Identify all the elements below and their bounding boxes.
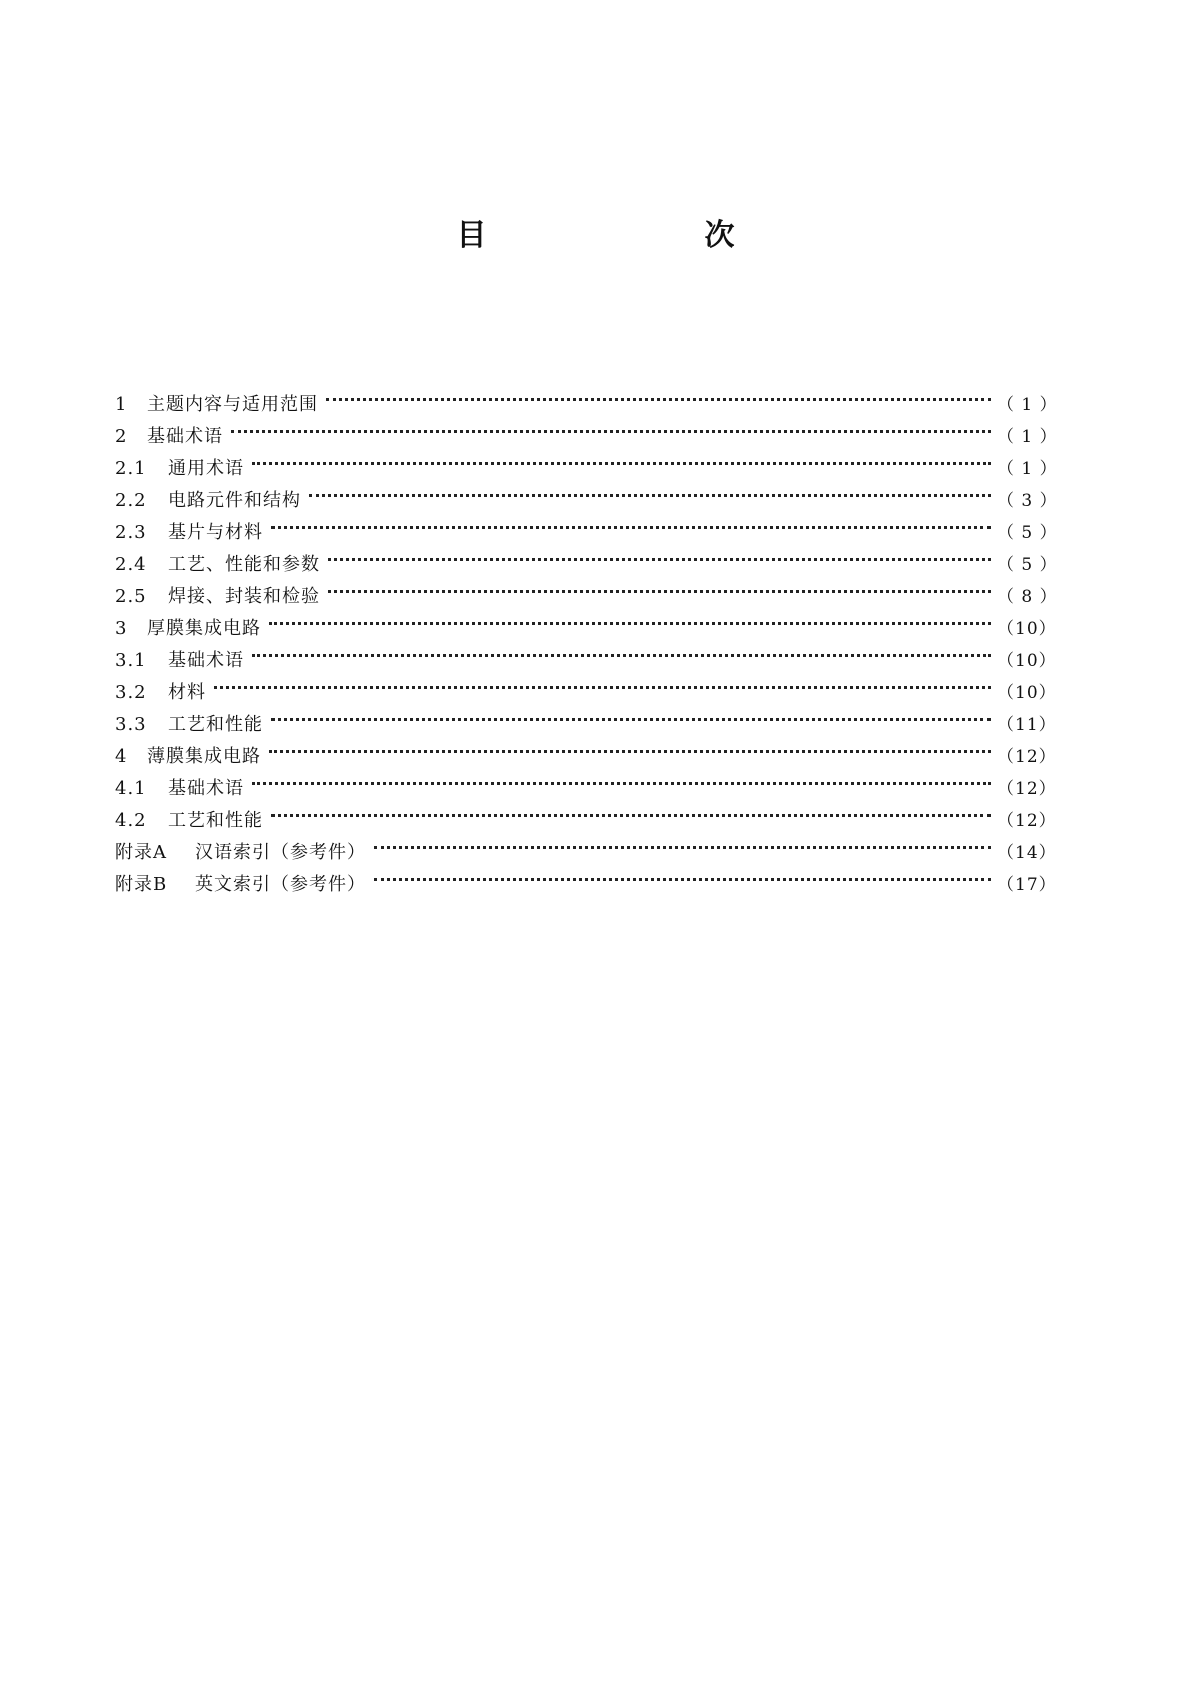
toc-dot-leader — [231, 410, 991, 442]
toc-entry-title: 工艺和性能 — [168, 810, 263, 831]
toc-entry-number: 附录A — [115, 842, 167, 863]
toc-dot-leader — [271, 794, 991, 826]
toc-dot-leader — [214, 666, 991, 698]
toc-entry — [115, 634, 1057, 671]
toc-entry-title: 主题内容与适用范围 — [147, 394, 318, 415]
table-of-contents — [115, 378, 1058, 895]
toc-entry-page: （12） — [997, 747, 1057, 767]
toc-dot-leader — [271, 506, 991, 538]
toc-entry-title: 汉语索引（参考件） — [195, 842, 366, 863]
toc-dot-leader — [374, 858, 991, 890]
toc-dot-leader — [328, 538, 991, 570]
toc-entry-page: （ 1 ） — [997, 395, 1058, 415]
toc-entry-title: 焊接、封装和检验 — [168, 586, 320, 607]
toc-entry-number: 2.1 — [115, 458, 147, 479]
toc-entry — [115, 762, 1057, 799]
toc-dot-leader — [252, 762, 991, 794]
toc-entry-title: 工艺、性能和参数 — [168, 554, 320, 575]
toc-entry — [115, 410, 1058, 447]
toc-entry — [115, 442, 1058, 479]
toc-entry-page: （11） — [997, 715, 1057, 735]
toc-entry-number: 1 — [115, 394, 128, 415]
toc-entry-title: 薄膜集成电路 — [147, 746, 261, 767]
toc-entry-title: 英文索引（参考件） — [195, 874, 366, 895]
toc-entry-page: （12） — [997, 779, 1057, 799]
toc-entry-number: 4.1 — [115, 778, 147, 799]
toc-entry-number: 2.5 — [115, 586, 147, 607]
toc-entry-number: 2.2 — [115, 490, 147, 511]
toc-dot-leader — [269, 730, 991, 762]
toc-entry-page: （12） — [997, 811, 1057, 831]
toc-dot-leader — [271, 698, 991, 730]
toc-entry-title: 通用术语 — [168, 458, 244, 479]
toc-entry-page: （ 1 ） — [997, 459, 1058, 479]
toc-entry-title: 基础术语 — [168, 778, 244, 799]
toc-entry — [115, 474, 1058, 511]
toc-dot-leader — [328, 570, 991, 602]
toc-entry-title: 基础术语 — [168, 650, 244, 671]
toc-dot-leader — [326, 378, 991, 410]
toc-entry-number: 4 — [115, 746, 128, 767]
toc-entry-title: 电路元件和结构 — [168, 490, 301, 511]
toc-dot-leader — [374, 826, 991, 858]
toc-entry-page: （17） — [997, 875, 1057, 895]
toc-dot-leader — [252, 634, 991, 666]
toc-entry-number: 2.3 — [115, 522, 147, 543]
toc-dot-leader — [309, 474, 991, 506]
toc-entry — [115, 698, 1057, 735]
toc-entry-title: 基片与材料 — [168, 522, 263, 543]
toc-entry-number: 3 — [115, 618, 128, 639]
toc-dot-leader — [269, 602, 991, 634]
toc-entry-title: 材料 — [168, 682, 206, 703]
toc-entry-page: （ 8 ） — [997, 587, 1058, 607]
toc-entry-number: 附录B — [115, 874, 168, 895]
toc-entry-page: （ 3 ） — [997, 491, 1058, 511]
page-title: 目 次 — [456, 218, 829, 253]
toc-entry-page: （10） — [997, 651, 1057, 671]
toc-entry-page: （ 5 ） — [997, 523, 1058, 543]
toc-entry-number: 4.2 — [115, 810, 147, 831]
toc-entry-title: 厚膜集成电路 — [147, 618, 261, 639]
toc-entry-page: （ 1 ） — [997, 427, 1058, 447]
toc-entry — [115, 666, 1057, 703]
toc-entry-title: 工艺和性能 — [168, 714, 263, 735]
toc-entry-page: （10） — [997, 683, 1057, 703]
toc-entry — [115, 378, 1058, 415]
toc-dot-leader — [252, 442, 991, 474]
toc-entry-number: 3.2 — [115, 682, 147, 703]
toc-entry-number: 2.4 — [115, 554, 147, 575]
toc-entry-page: （14） — [997, 843, 1057, 863]
toc-entry-page: （10） — [997, 619, 1057, 639]
toc-entry-title: 基础术语 — [147, 426, 223, 447]
toc-entry — [115, 794, 1057, 831]
toc-entry-number: 2 — [115, 426, 128, 447]
toc-entry-number: 3.3 — [115, 714, 147, 735]
toc-entry-number: 3.1 — [115, 650, 147, 671]
toc-entry-page: （ 5 ） — [997, 555, 1058, 575]
